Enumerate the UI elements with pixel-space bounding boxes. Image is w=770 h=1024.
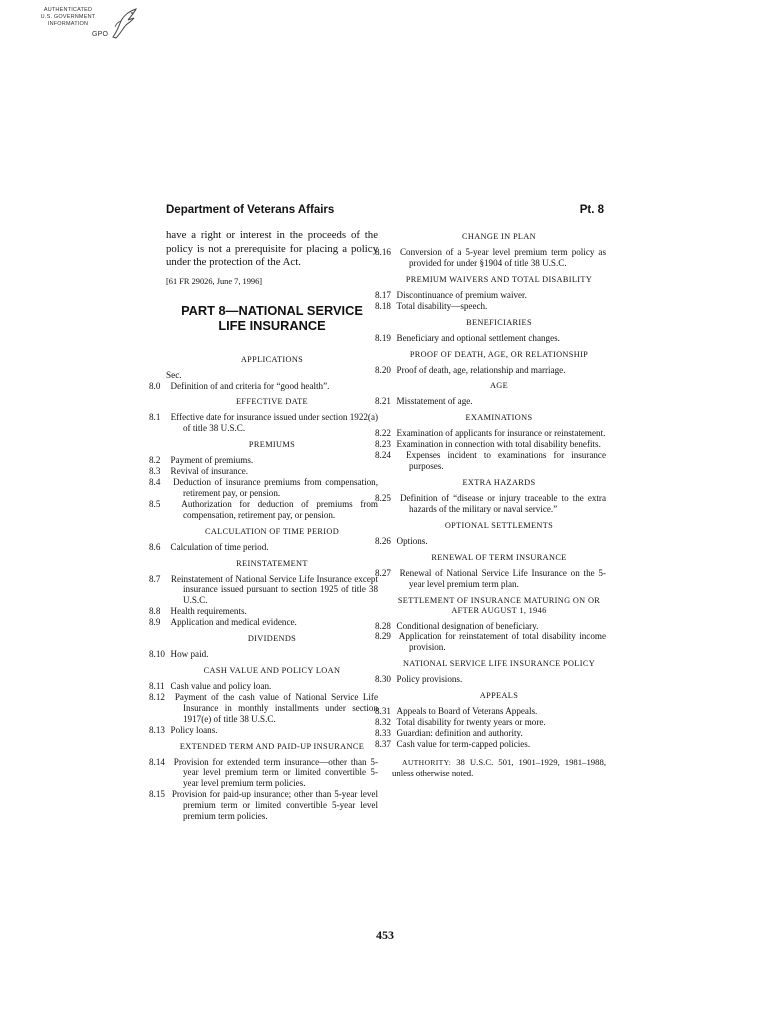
toc-entry: 8.12 Payment of the cash value of National Service Life Insurance in monthly installments under section 1917(e) of title 38 U.S.C. [149, 691, 378, 724]
section-heading: CALCULATION OF TIME PERIOD [204, 526, 340, 536]
section-heading: CHANGE IN PLAN [461, 232, 537, 241]
toc-entry: 8.19 Beneficiary and optional settlement changes. [375, 332, 560, 343]
section-title: Cash value and policy loan. [170, 681, 272, 691]
section-title: Payment of premiums. [170, 455, 254, 466]
section-title: Discontinuance of premium waiver. [396, 289, 527, 300]
eagle-icon [110, 6, 140, 42]
section-title: Renewal of National Service Life Insurance on the 5-year level premium term plan. [399, 567, 607, 589]
section-title: Total disability—speech. [396, 300, 488, 311]
section-title: Reinstatement of National Service Life Insurance except insurance issued pursuant to section 1925 of title 38 U.S.C. [170, 573, 379, 606]
section-heading: CASH VALUE AND POLICY LOAN [203, 666, 341, 675]
section-title: Policy loans. [170, 724, 218, 735]
section-title: Application for reinstatement of total disability income provision. [398, 631, 606, 653]
toc-entry: 8.24 Expenses incident to examinations for insurance purposes. [375, 450, 607, 472]
section-title: Examination in connection with total disability benefits. [396, 439, 601, 450]
federal-register-citation: [61 FR 29026, June 7, 1996] [166, 276, 263, 286]
section-title: Definition of and criteria for “good health”. [170, 380, 330, 391]
toc-entry: 8.16 Conversion of a 5-year level premium term policy as provided for under §1904 of title 38 U.S.C. [375, 247, 606, 268]
toc-entry: 8.21 Misstatement of age. [375, 396, 473, 407]
toc-entry: 8.20 Proof of death, age, relationship and marriage. [375, 364, 566, 375]
toc-entry: 8.1 Effective date for insurance issued under section 1922(a) of title 38 U.S.C. [149, 412, 379, 434]
toc-entry: 8.29 Application for reinstatement of total disability income provision. [375, 631, 606, 653]
toc-entry: 8.22 Examination of applicants for insurance or reinstatement. [375, 428, 606, 439]
toc-entry: 8.18 Total disability—speech. [375, 300, 488, 311]
section-title: Health requirements. [170, 606, 247, 617]
section-title: Total disability for twenty years or more. [396, 717, 546, 728]
toc-entry: 8.5 Authorization for deduction of premiums from compensation, retirement pay, or pension. [149, 498, 379, 520]
section-title: Definition of “disease or injury traceable to the extra hazards of the military or naval service.” [400, 492, 607, 514]
section-title: Revival of insurance. [170, 466, 249, 477]
toc-entry: 8.23 Examination in connection with total disability benefits. [375, 439, 601, 450]
section-title: Expenses incident to examinations for insurance purposes. [406, 450, 607, 472]
gpo-authentication-logo [28, 6, 140, 46]
authority-note [392, 757, 606, 779]
toc-entry: 8.4 Deduction of insurance premiums from compensation, retirement pay, or pension. [149, 477, 378, 498]
toc-entry: 8.0 Definition of and criteria for “good health”. [149, 380, 330, 391]
toc-entry: 8.25 Definition of “disease or injury traceable to the extra hazards of the military or naval service.” [375, 492, 607, 514]
toc-entry: 8.37 Cash value for term-capped policies. [375, 738, 531, 749]
toc-entry: 8.7 Reinstatement of National Service Life Insurance except insurance issued pursuant to section 1925 of title 38 U.S.C. [149, 573, 379, 606]
left-column [149, 229, 379, 822]
toc-entry: 8.8 Health requirements. [149, 606, 247, 617]
section-title: Misstatement of age. [396, 396, 473, 407]
section-title: Cash value for term-capped policies. [396, 738, 531, 749]
section-heading: EXAMINATIONS [465, 413, 533, 423]
section-title: Deduction of insurance premiums from compensation, retirement pay, or pension. [173, 477, 378, 498]
toc-entry: 8.30 Policy provisions. [375, 674, 463, 685]
authority-text: 38 U.S.C. 501, 1901–1929, 1981–1988, unless otherwise noted. [392, 756, 607, 778]
section-title: Conversion of a 5-year level premium term policy as provided for under §1904 of title 38 U.S.C. [399, 247, 606, 268]
section-title: Provision for extended term insurance—other than 5-year level premium term or limited convertible 5-year level premium term policies. [173, 756, 378, 789]
section-heading: SETTLEMENT OF INSURANCE MATURING ON OR AFTER AUGUST 1, 1946 [397, 595, 601, 615]
section-title: Beneficiary and optional settlement changes. [396, 332, 560, 343]
logo-line-4: GPO [92, 31, 109, 38]
section-title: Policy provisions. [396, 674, 463, 685]
right-column [375, 226, 607, 779]
toc-entry: 8.32 Total disability for twenty years or more. [375, 717, 546, 728]
logo-line-1: AUTHENTICATED [43, 7, 93, 13]
part-title: PART 8—NATIONAL SERVICE LIFE INSURANCE [181, 302, 363, 333]
page-number: 453 [376, 928, 394, 942]
section-heading: REINSTATEMENT [236, 558, 308, 568]
section-heading: DIVIDENDS [247, 634, 297, 644]
right-table-of-contents [375, 232, 607, 750]
toc-entry: 8.3 Revival of insurance. [149, 466, 249, 477]
section-heading: PREMIUMS [248, 440, 296, 450]
toc-entry: 8.14 Provision for extended term insurance—other than 5-year level premium term or limited convertible 5-year level premium term policies. [149, 756, 378, 789]
toc-entry: 8.13 Policy loans. [149, 724, 218, 735]
toc-entry: 8.27 Renewal of National Service Life Insurance on the 5-year level premium term plan. [375, 567, 607, 589]
section-heading: EFFECTIVE DATE [236, 397, 308, 407]
section-title: Application and medical evidence. [170, 617, 297, 628]
sec-label: Sec. [166, 369, 182, 380]
section-title: Proof of death, age, relationship and marriage. [396, 364, 566, 375]
agency-title: Department of Veterans Affairs [166, 204, 335, 216]
section-title: Conditional designation of beneficiary. [396, 620, 539, 631]
section-heading: EXTENDED TERM AND PAID-UP INSURANCE [179, 741, 365, 751]
toc-entry: 8.26 Options. [375, 535, 428, 546]
toc-entry: 8.6 Calculation of time period. [149, 541, 269, 552]
logo-line-3: INFORMATION [47, 21, 89, 27]
section-heading: PROOF OF DEATH, AGE, OR RELATIONSHIP [409, 349, 589, 359]
section-heading: AGE [489, 381, 509, 391]
logo-line-2: U.S. GOVERNMENT [40, 14, 96, 20]
toc-entry: 8.33 Guardian: definition and authority. [375, 727, 523, 738]
section-heading: PREMIUM WAIVERS AND TOTAL DISABILITY [405, 274, 593, 284]
intro-paragraph: have a right or interest in the proceeds of the policy is not a prerequisite for placing a policy under the protection of the Act. [166, 229, 378, 268]
section-title: Payment of the cash value of National Service Life Insurance in monthly installments under section 1917(e) of title 38 U.S.C. [174, 691, 378, 724]
toc-entry: 8.2 Payment of premiums. [149, 455, 254, 466]
toc-entry: 8.15 Provision for paid-up insurance; other than 5-year level premium term or limited convertible 5-year level premium term policies. [149, 789, 378, 822]
section-heading: EXTRA HAZARDS [462, 477, 536, 487]
toc-entry: 8.28 Conditional designation of beneficiary. [375, 620, 539, 631]
toc-entry: 8.10 How paid. [149, 649, 209, 660]
section-heading: APPEALS [479, 691, 519, 701]
section-title: Examination of applicants for insurance or reinstatement. [396, 428, 606, 439]
toc-entry: 8.11 Cash value and policy loan. [149, 681, 272, 691]
section-heading: OPTIONAL SETTLEMENTS [444, 520, 554, 530]
section-title: Calculation of time period. [170, 541, 269, 552]
authority-lead: AUTHORITY: [402, 757, 452, 767]
toc-entry: 8.31 Appeals to Board of Veterans Appeals. [375, 706, 538, 717]
section-heading: NATIONAL SERVICE LIFE INSURANCE POLICY [402, 659, 596, 669]
section-heading: RENEWAL OF TERM INSURANCE [431, 552, 567, 562]
section-heading: BENEFICIARIES [466, 317, 532, 327]
section-title: Appeals to Board of Veterans Appeals. [396, 706, 538, 717]
left-table-of-contents [149, 354, 379, 822]
section-title: Provision for paid-up insurance; other than 5-year level premium term or limited convertible 5-year level premium term policies. [171, 789, 378, 822]
section-title: Options. [396, 535, 428, 546]
section-title: Authorization for deduction of premiums from compensation, retirement pay, or pension. [181, 498, 379, 520]
toc-entry: 8.9 Application and medical evidence. [149, 617, 297, 628]
section-heading: APPLICATIONS [240, 354, 304, 364]
toc-entry: 8.17 Discontinuance of premium waiver. [375, 289, 527, 300]
section-title: Guardian: definition and authority. [396, 727, 523, 738]
part-label: Pt. 8 [579, 204, 604, 216]
section-title: How paid. [170, 649, 209, 660]
section-title: Effective date for insurance issued under section 1922(a) of title 38 U.S.C. [170, 412, 379, 434]
running-header [166, 204, 604, 218]
